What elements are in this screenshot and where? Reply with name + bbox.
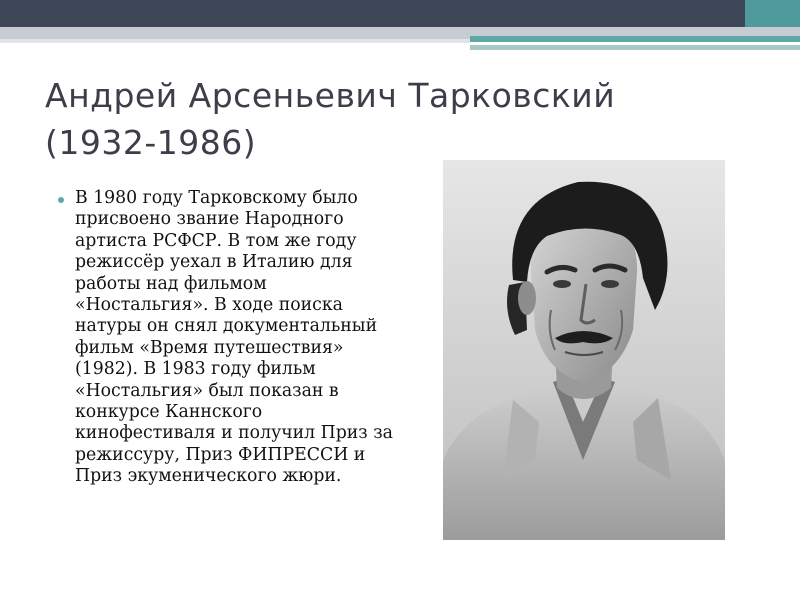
slide-title	[45, 72, 745, 166]
slide-title-line-1: Андрей Арсеньевич Тарковский	[45, 76, 616, 115]
portrait-photo	[443, 160, 725, 540]
header-band-dark	[0, 0, 800, 27]
slide-title-line-2: (1932-1986)	[45, 123, 257, 162]
header-band-teal-mid	[470, 36, 800, 42]
portrait-illustration	[443, 160, 725, 540]
slide-body	[58, 188, 398, 488]
bullet-dot-icon	[58, 197, 64, 203]
header-band-teal-accent	[745, 0, 800, 27]
bullet-item	[58, 188, 398, 488]
bullet-text: В 1980 году Тарковскому было присвоено звание Народного артиста РСФСР. В том же году режиссёр уехал в Италию для работы над фильмом «Ностальгия». В ходе поиска натуры он снял документальный фильм «Время путешествия» (1982). В 1983 году фильм «Ностальгия» был показан в конкурсе Каннского кинофестиваля и получил Приз за режиссуру, Приз ФИПРЕССИ и Приз экуменического жюри.	[75, 188, 393, 487]
header-band-thin-gray	[0, 39, 470, 43]
header-band-teal-thin	[470, 45, 800, 50]
